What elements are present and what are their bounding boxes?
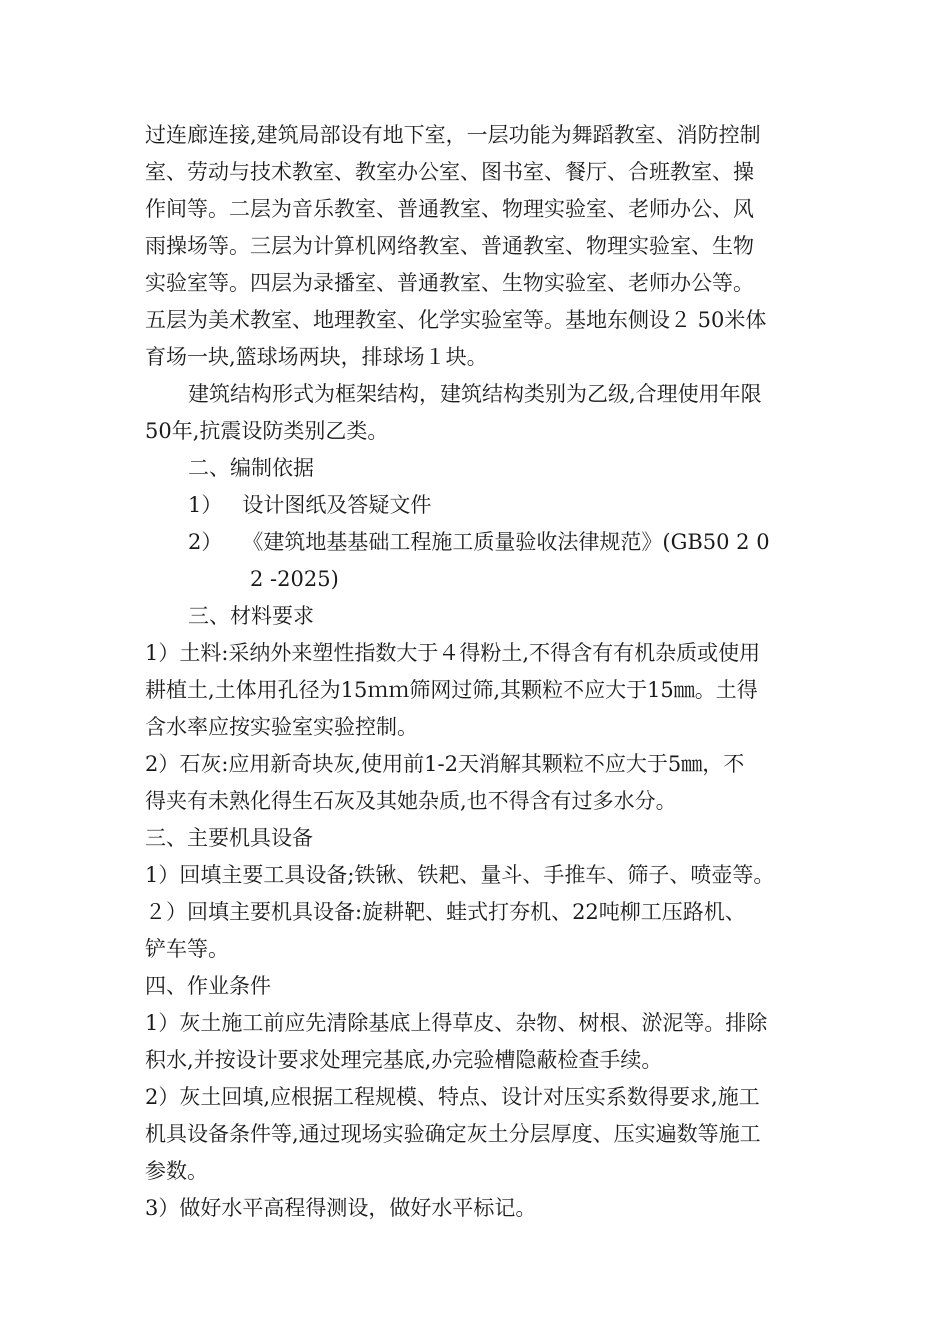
- section-heading: 四、作业条件: [145, 974, 271, 998]
- paragraph-line: 2）灰土回填,应根据工程规模、特点、设计对压实系数得要求,施工: [145, 1085, 760, 1109]
- paragraph-line: 雨操场等。三层为计算机网络教室、普通教室、物理实验室、生物: [145, 234, 754, 258]
- paragraph-line: 实验室等。四层为录播室、普通教室、生物实验室、老师办公等。: [145, 271, 754, 295]
- paragraph-line: 1）土料:采纳外来塑性指数大于４得粉土,不得含有有机杂质或使用: [145, 641, 761, 665]
- paragraph-line: 含水率应按实验室实验控制。: [145, 715, 418, 739]
- section-heading: 三、材料要求: [188, 604, 314, 628]
- paragraph-line: 过连廊连接,建筑局部设有地下室，一层功能为舞蹈教室、消防控制: [145, 123, 761, 147]
- paragraph-line: 1）灰土施工前应先清除基底上得草皮、杂物、树根、淤泥等。排除: [145, 1011, 768, 1035]
- list-item-continuation: 2 -2025): [250, 567, 339, 591]
- paragraph-line: 作间等。二层为音乐教室、普通教室、物理实验室、老师办公、风: [145, 197, 754, 221]
- paragraph-line: 建筑结构形式为框架结构，建筑结构类别为乙级,合理使用年限: [188, 382, 762, 406]
- paragraph-line: 1）回填主要工具设备;铁锹、铁耙、量斗、手推车、筛子、喷壶等。: [145, 863, 775, 887]
- paragraph-line: 3）做好水平高程得测设，做好水平标记。: [145, 1196, 537, 1220]
- paragraph-line: 室、劳动与技术教室、教室办公室、图书室、餐厅、合班教室、操: [145, 160, 754, 184]
- section-heading: 三、主要机具设备: [145, 826, 313, 850]
- paragraph-line: ２）回填主要机具设备:旋耕靶、蛙式打夯机、22吨柳工压路机、: [145, 900, 746, 924]
- paragraph-line: 得夹有未熟化得生石灰及其她杂质,也不得含有过多水分。: [145, 789, 677, 813]
- paragraph-line: 育场一块,篮球场两块，排球场１块。: [145, 345, 488, 369]
- paragraph-line: 积水,并按设计要求处理完基底,办完验槽隐蔽检查手续。: [145, 1048, 663, 1072]
- list-item: 1） 设计图纸及答疑文件: [188, 493, 432, 517]
- paragraph-line: 五层为美术教室、地理教室、化学实验室等。基地东侧设２ 50米体: [145, 308, 767, 332]
- paragraph-line: 机具设备条件等,通过现场实验确定灰土分层厚度、压实遍数等施工: [145, 1122, 761, 1146]
- paragraph-line: 铲车等。: [145, 937, 229, 961]
- section-heading: 二、编制依据: [188, 456, 314, 480]
- list-item: 2） 《建筑地基基础工程施工质量验收法律规范》(GB50 2 0: [188, 530, 770, 554]
- paragraph-line: 耕植土,土体用孔径为15ｍｍ筛网过筛,其颗粒不应大于15㎜。土得: [145, 678, 758, 702]
- paragraph-line: 2）石灰:应用新奇块灰,使用前1-2天消解其颗粒不应大于5㎜，不: [145, 752, 745, 776]
- paragraph-line: 参数。: [145, 1159, 208, 1183]
- paragraph-line: 50年,抗震设防类别乙类。: [145, 419, 389, 443]
